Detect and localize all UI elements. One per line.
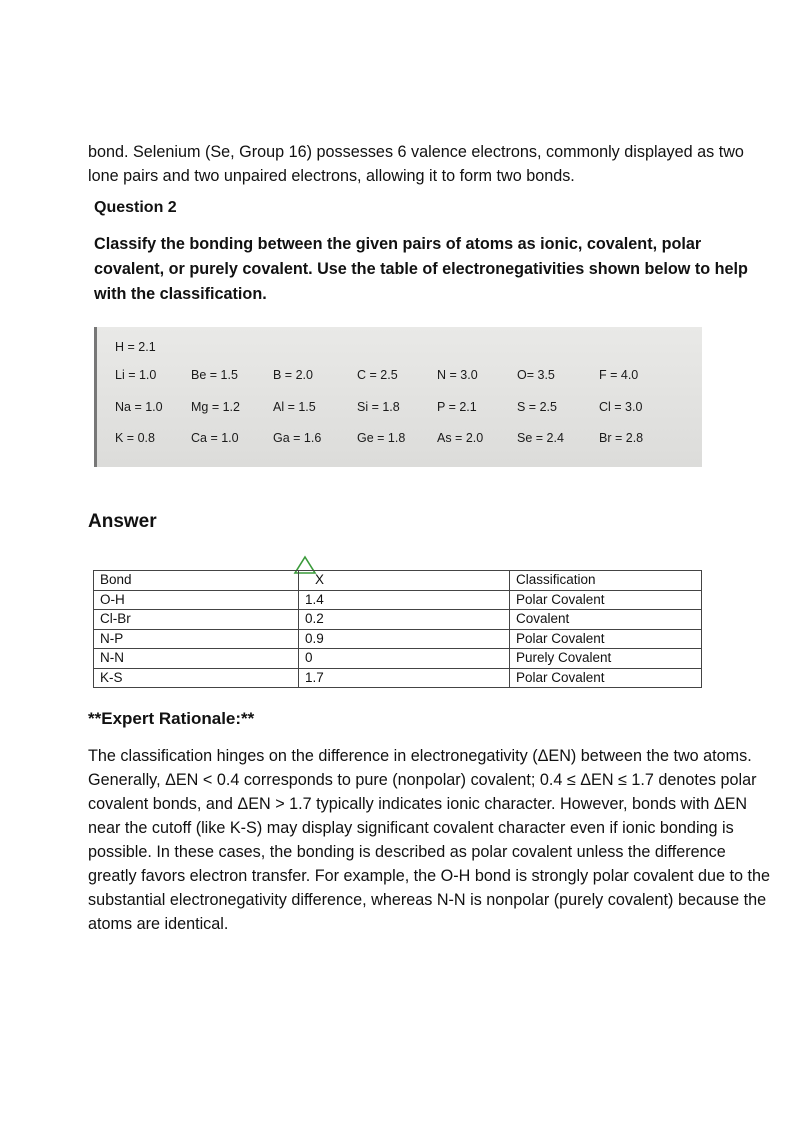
table-cell: Purely Covalent <box>510 649 702 669</box>
electronegativity-entry: S = 2.5 <box>517 400 557 414</box>
table-cell: X <box>299 571 510 591</box>
table-cell: 1.7 <box>299 668 510 688</box>
electronegativity-entry: Ca = 1.0 <box>191 431 239 445</box>
electronegativity-entry: O= 3.5 <box>517 368 555 382</box>
electronegativity-entry: Na = 1.0 <box>115 400 163 414</box>
electronegativity-entry: P = 2.1 <box>437 400 477 414</box>
electronegativity-entry: Ga = 1.6 <box>273 431 322 445</box>
question-text: Classify the bonding between the given pairs of atoms as ionic, covalent, polar covalent, or purely covalent. Use the table of electronegativities shown below to help with the classification. <box>94 235 748 303</box>
table-cell: Polar Covalent <box>510 590 702 610</box>
electronegativity-entry: N = 3.0 <box>437 368 478 382</box>
answer-table <box>93 570 702 688</box>
table-header-row <box>94 571 702 591</box>
electronegativity-entry: H = 2.1 <box>115 340 156 354</box>
table-cell: Cl-Br <box>94 610 299 630</box>
electronegativity-entry: Ge = 1.8 <box>357 431 406 445</box>
table-cell: K-S <box>94 668 299 688</box>
table-cell: Bond <box>94 571 299 591</box>
electronegativity-entry: F = 4.0 <box>599 368 639 382</box>
electronegativity-entry: C = 2.5 <box>357 368 398 382</box>
table-row <box>94 590 702 610</box>
rationale-text: The classification hinges on the difference in electronegativity (ΔEN) between the two atoms. Generally, ΔEN < 0.4 corresponds to pure (nonpolar) covalent; 0.4 ≤ ΔEN ≤ 1.7 denotes polar covalent bonds, and ΔEN > 1.7 typically indicates ionic character. However, bonds with ΔEN near the cutoff (like K-S) may display significant covalent character even if ionic bonding is possible. In these cases, the bonding is described as polar covalent unless the difference greatly favors electron transfer. For example, the O-H bond is strongly polar covalent due to the substantial electronegativity difference, whereas N-N is nonpolar (purely covalent) because the atoms are identical. <box>88 747 771 933</box>
table-cell: N-N <box>94 649 299 669</box>
electronegativity-entry: K = 0.8 <box>115 431 155 445</box>
table-row <box>94 610 702 630</box>
table-cell: Covalent <box>510 610 702 630</box>
table-cell: Polar Covalent <box>510 629 702 649</box>
table-row <box>94 668 702 688</box>
electronegativity-entry: Br = 2.8 <box>599 431 644 445</box>
table-row <box>94 629 702 649</box>
table-cell: 0.9 <box>299 629 510 649</box>
rationale-title: **Expert Rationale:** <box>88 709 255 728</box>
table-cell: N-P <box>94 629 299 649</box>
table-cell: 0 <box>299 649 510 669</box>
electronegativity-entry: Cl = 3.0 <box>599 400 643 414</box>
electronegativity-entry: Se = 2.4 <box>517 431 564 445</box>
table-cell: Polar Covalent <box>510 668 702 688</box>
electronegativity-entry: Be = 1.5 <box>191 368 238 382</box>
electronegativity-entry: As = 2.0 <box>437 431 484 445</box>
table-cell: Classification <box>510 571 702 591</box>
electronegativity-entry: Li = 1.0 <box>115 368 157 382</box>
electronegativity-entry: Al = 1.5 <box>273 400 316 414</box>
electronegativity-table-image <box>94 327 702 467</box>
table-cell: 0.2 <box>299 610 510 630</box>
electronegativity-entry: Mg = 1.2 <box>191 400 240 414</box>
question-title: Question 2 <box>94 199 177 216</box>
table-cell: O-H <box>94 590 299 610</box>
electronegativity-entry: Si = 1.8 <box>357 400 400 414</box>
electronegativity-entry: B = 2.0 <box>273 368 313 382</box>
answer-heading: Answer <box>88 511 157 532</box>
intro-paragraph: bond. Selenium (Se, Group 16) possesses 6 valence electrons, commonly displayed as two lone pairs and two unpaired electrons, allowing it to form two bonds. <box>88 143 744 185</box>
table-cell: 1.4 <box>299 590 510 610</box>
table-row <box>94 649 702 669</box>
